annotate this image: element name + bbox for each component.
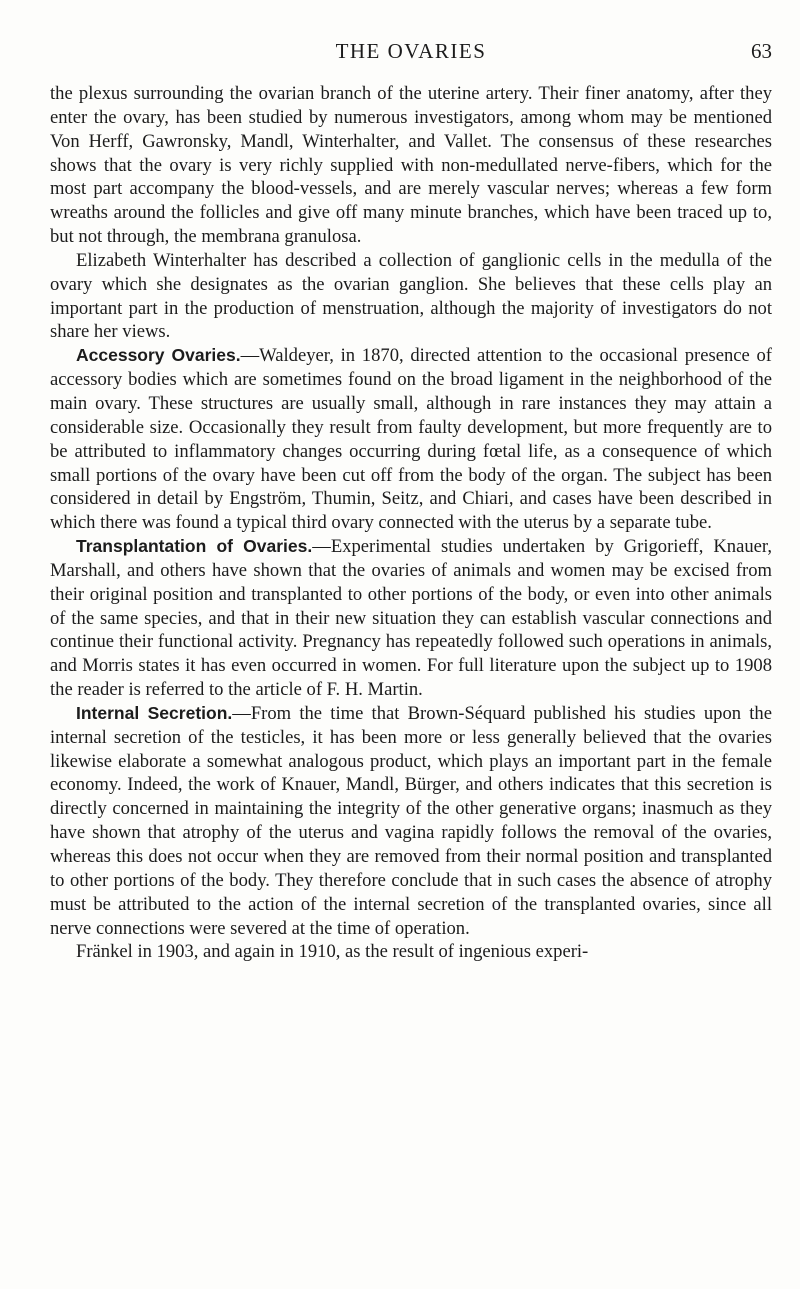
- chapter-title: THE OVARIES: [335, 39, 487, 63]
- section-heading-internal-secretion: Internal Secretion.: [76, 702, 233, 723]
- paragraph-internal-secretion: [50, 702, 772, 940]
- section-heading-transplantation: Transplantation of Ovaries.: [76, 536, 313, 557]
- paragraph-text: the plexus surrounding the ovarian branch of the uterine artery. Their finer anatomy, after they enter the ovary, has been studied by numerous investigators, among whom may be mentioned Von Herff, Gawronsky, Mandl, Winterhalter, and Vallet. The consensus of these researches shows that the ovary is very richly supplied with non-medullated nerve-fibers, which for the most part accompany the blood-vessels, and are merely vascular nerves; whereas a few form wreaths around the follicles and give off many minute branches, which have been traced up to, but not through, the membrana granulosa.: [50, 83, 772, 248]
- paragraph-text: —From the time that Brown-Séquard published his studies upon the internal secretion of the testicles, it has been more or less generally believed that the ovaries likewise elaborate a somewhat analogous product, which plays an important part in the female economy. Indeed, the work of Knauer, Mandl, Bürger, and others indicates that this secretion is directly concerned in maintaining the integrity of the other generative organs; inasmuch as they have shown that atrophy of the uterus and vagina rapidly follows the removal of the ovaries, whereas this does not occur when they are removed from their normal position and transplanted to other portions of the body. They therefore conclude that in such cases the absence of atrophy must be attributed to the action of the internal secretion of the transplanted ovaries, since all nerve connections were severed at the time of operation.: [50, 702, 772, 939]
- paragraph-accessory-ovaries: [50, 344, 772, 535]
- paragraph-text: —Experimental studies undertaken by Grigorieff, Knauer, Marshall, and others have shown that the ovaries of animals and women may be excised from their original position and transplanted to other portions of the body, or even into other animals of the same species, and that in their new situation they can establish vascular connections and continue their functional activity. Pregnancy has repeatedly followed such operations in animals, and Morris states it has even occurred in women. For full literature upon the subject up to 1908 the reader is referred to the article of F. H. Martin.: [50, 536, 772, 701]
- paragraph-frankel: [50, 940, 772, 964]
- body-text: [50, 82, 772, 964]
- paragraph-ovarian-ganglion: [50, 249, 772, 344]
- paragraph-text: —Waldeyer, in 1870, directed attention to the occasional presence of accessory bodies which are sometimes found on the broad ligament in the neighborhood of the main ovary. These structures are usually small, although in rare instances they may attain a considerable size. Occasionally they result from faulty development, but more frequently are to be attributed to inflammatory changes occurring during fœtal life, as a consequence of which small portions of the ovary have been cut off from the body of the organ. The subject has been considered in detail by Engström, Thumin, Seitz, and Chiari, and cases have been described in which there was found a typical third ovary connected with the uterus by a separate tube.: [50, 345, 772, 534]
- paragraph-text: Fränkel in 1903, and again in 1910, as the result of ingenious experi-: [76, 941, 589, 963]
- page-number: 63: [751, 39, 772, 63]
- paragraph-transplantation: [50, 535, 772, 702]
- paragraph-nerve-supply: [50, 82, 772, 249]
- paragraph-text: Elizabeth Winterhalter has described a collection of ganglionic cells in the medulla of the ovary which she designates as the ovarian ganglion. She believes that these cells play an important part in the production of menstruation, although the majority of investigators do not share her views.: [50, 249, 772, 343]
- running-head: [50, 36, 772, 66]
- section-heading-accessory-ovaries: Accessory Ovaries.: [76, 345, 241, 366]
